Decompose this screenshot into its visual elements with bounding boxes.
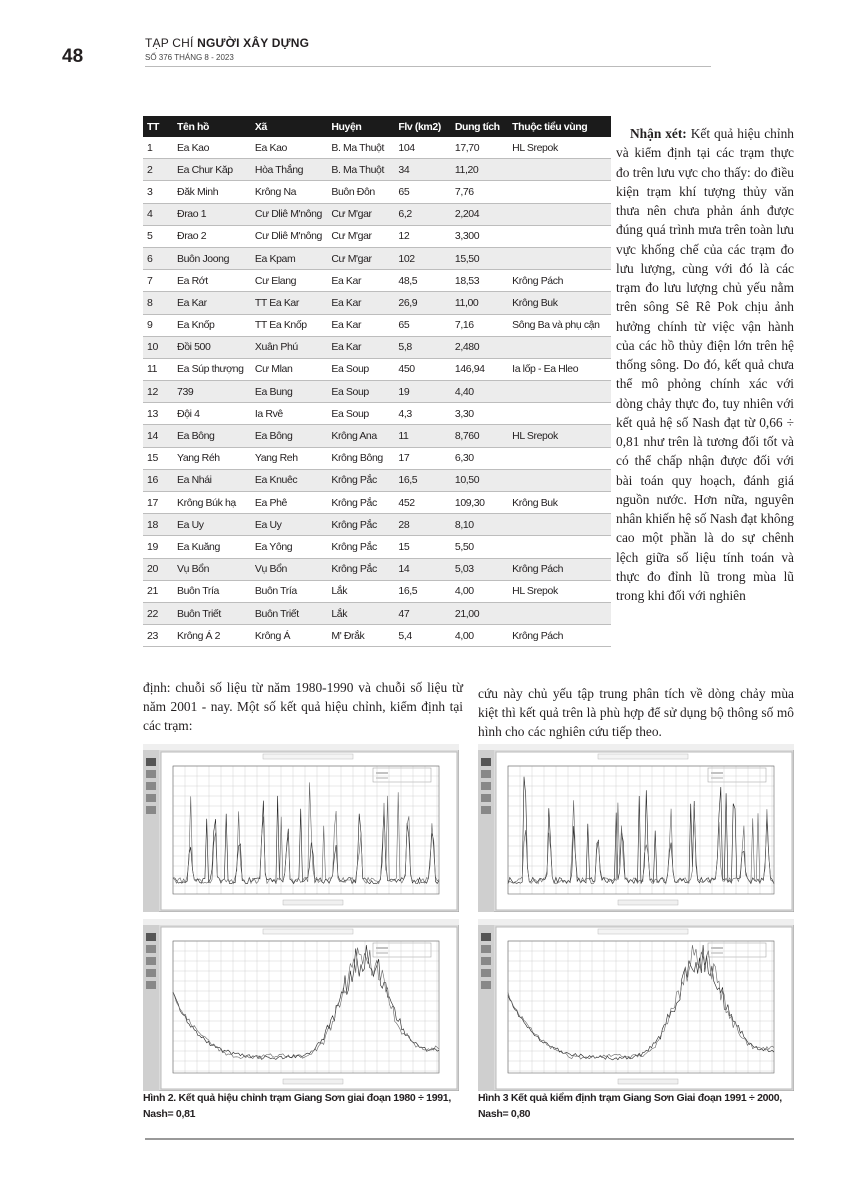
table-cell: Buôn Triết [251, 602, 327, 624]
table-cell: Cư M'gar [327, 225, 394, 247]
figure-2-bottom-screenshot [143, 919, 459, 1091]
table-cell: Cư M'gar [327, 203, 394, 225]
table-cell: 14 [394, 558, 450, 580]
table-cell: 15,50 [451, 247, 508, 269]
sidebar-tool-icon [481, 933, 491, 941]
table-cell: Ea Kar [327, 336, 394, 358]
table-cell: 4,40 [451, 381, 508, 403]
table-cell: Ea Phê [251, 492, 327, 514]
table-row [143, 270, 611, 292]
table-cell: 7,16 [451, 314, 508, 336]
table-cell: 15 [143, 447, 173, 469]
table-cell: Ea Chur Kăp [173, 159, 251, 181]
table-cell: M' Đrắk [327, 625, 394, 647]
table-cell: 739 [173, 381, 251, 403]
table-cell: Krông Buk [508, 292, 611, 314]
table-cell: Krông Pắc [327, 492, 394, 514]
table-row [143, 225, 611, 247]
table-cell: 47 [394, 602, 450, 624]
table-cell: Ea Rớt [173, 270, 251, 292]
table-cell: Krông Ana [327, 425, 394, 447]
page-number: 48 [62, 46, 84, 67]
table-cell: 28 [394, 514, 450, 536]
table-cell: HL Srepok [508, 580, 611, 602]
table-cell: 11 [394, 425, 450, 447]
table-cell [508, 203, 611, 225]
table-cell: Ea Kar [327, 270, 394, 292]
table-row [143, 247, 611, 269]
figure-3-caption: Hình 3 Kết quả kiểm định trạm Giang Sơn Giai đoạn 1991 ÷ 2000, Nash= 0,80 [478, 1092, 782, 1120]
table-cell: B. Ma Thuột [327, 137, 394, 159]
table-cell: Yang Réh [173, 447, 251, 469]
sidebar-tool-icon [146, 770, 156, 778]
sidebar-tool-icon [481, 945, 491, 953]
table-cell [508, 514, 611, 536]
table-cell: Krông Búk hạ [173, 492, 251, 514]
table-cell: Đăk Minh [173, 181, 251, 203]
table-cell: 12 [143, 381, 173, 403]
table-cell: 17 [394, 447, 450, 469]
table-cell: Ea Knuêc [251, 469, 327, 491]
legend-box [373, 943, 431, 957]
table-cell: 17 [143, 492, 173, 514]
table-cell: Ea Bông [173, 425, 251, 447]
side-paragraph [616, 124, 794, 605]
table-cell: 19 [143, 536, 173, 558]
table-cell: Krông Á 2 [173, 625, 251, 647]
sidebar-tool-icon [481, 957, 491, 965]
table-cell: TT Ea Kar [251, 292, 327, 314]
table-cell: 18,53 [451, 270, 508, 292]
table-cell: 102 [394, 247, 450, 269]
table-cell: HL Srepok [508, 137, 611, 159]
right-column-text: cứu này chủ yếu tập trung phân tích về dòng chảy mùa kiệt thì kết quả trên là phù hợp để sử dụng bộ thông số mô hình cho các nghiên cứu tiếp theo. [478, 686, 794, 739]
table-cell: 2 [143, 159, 173, 181]
table-cell: Ea Kao [173, 137, 251, 159]
table-row [143, 492, 611, 514]
sidebar-tool-icon [481, 806, 491, 814]
table-cell: Xuân Phú [251, 336, 327, 358]
table-cell: 450 [394, 358, 450, 380]
table-cell: Đồi 500 [173, 336, 251, 358]
table-cell: Ia lốp - Ea Hleo [508, 358, 611, 380]
table-cell: 5,8 [394, 336, 450, 358]
table-cell: 12 [394, 225, 450, 247]
sidebar-tool-icon [146, 806, 156, 814]
table-cell: 109,30 [451, 492, 508, 514]
table-cell: Buôn Tría [173, 580, 251, 602]
table-cell: 8 [143, 292, 173, 314]
sidebar-tool-icon [481, 758, 491, 766]
magazine-prefix: TẠP CHÍ [145, 36, 194, 50]
table-cell: HL Srepok [508, 425, 611, 447]
table-cell: Ea Kpam [251, 247, 327, 269]
sidebar-tool-icon [146, 758, 156, 766]
table-cell: 26,9 [394, 292, 450, 314]
table-cell [508, 403, 611, 425]
table-cell: 452 [394, 492, 450, 514]
table-cell: Ea Bông [251, 425, 327, 447]
sidebar-tool-icon [481, 981, 491, 989]
table-cell: 5,4 [394, 625, 450, 647]
table-cell: 21 [143, 580, 173, 602]
table-cell: 34 [394, 159, 450, 181]
legend-box [708, 943, 766, 957]
column-header: Thuộc tiểu vùng [508, 116, 611, 137]
table-cell: Krông Bông [327, 447, 394, 469]
left-column-text: định: chuỗi số liệu từ năm 1980-1990 và chuỗi số liệu từ năm 2001 - nay. Một số kết quả hiệu chỉnh, kiểm định tại các trạm: [143, 680, 463, 733]
column-header: Dung tích [451, 116, 508, 137]
sidebar-tool-icon [146, 981, 156, 989]
column-header: TT [143, 116, 173, 137]
table-cell: 8,10 [451, 514, 508, 536]
table-cell: 13 [143, 403, 173, 425]
footer-rule [145, 1138, 794, 1140]
table-cell: Yang Reh [251, 447, 327, 469]
table-row [143, 159, 611, 181]
plot-selector [598, 929, 688, 934]
figure-3-bottom-screenshot [478, 919, 794, 1091]
sidebar-tool-icon [481, 969, 491, 977]
plot-selector [598, 754, 688, 759]
table-row [143, 536, 611, 558]
table-cell: 20 [143, 558, 173, 580]
table-cell [508, 469, 611, 491]
table-cell: 16 [143, 469, 173, 491]
table-cell [508, 336, 611, 358]
table-row [143, 602, 611, 624]
table-cell: 104 [394, 137, 450, 159]
sidebar-tool-icon [146, 969, 156, 977]
table-cell: Krông Á [251, 625, 327, 647]
table-cell: 14 [143, 425, 173, 447]
table-cell: 1 [143, 137, 173, 159]
table-cell: Ea Uy [251, 514, 327, 536]
table-cell: 4,00 [451, 580, 508, 602]
sidebar-tool-icon [481, 782, 491, 790]
table-cell [508, 447, 611, 469]
table-cell: 65 [394, 314, 450, 336]
table-cell: 5,50 [451, 536, 508, 558]
table-cell: 5,03 [451, 558, 508, 580]
table-row [143, 469, 611, 491]
table-cell: Krông Pách [508, 558, 611, 580]
table-cell: 146,94 [451, 358, 508, 380]
reservoir-table [143, 116, 611, 647]
table-cell: Krông Na [251, 181, 327, 203]
magazine-name: NGƯỜI XÂY DỰNG [197, 36, 310, 50]
table-cell: Cư M'gar [327, 247, 394, 269]
table-row [143, 137, 611, 159]
table-cell: Krông Buk [508, 492, 611, 514]
table-cell: 65 [394, 181, 450, 203]
table-cell: Hòa Thắng [251, 159, 327, 181]
table-cell: 2,204 [451, 203, 508, 225]
table-cell: Krông Pách [508, 625, 611, 647]
status-field [618, 1079, 678, 1084]
legend-box [708, 768, 766, 782]
menu-bar [143, 919, 459, 925]
table-cell: 6,2 [394, 203, 450, 225]
sidebar-tool-icon [146, 933, 156, 941]
table-cell: 15 [394, 536, 450, 558]
table-cell: Buôn Joong [173, 247, 251, 269]
table-body [143, 137, 611, 647]
table-row [143, 558, 611, 580]
table-cell: 21,00 [451, 602, 508, 624]
table-cell: Krông Pắc [327, 514, 394, 536]
plot-selector [263, 929, 353, 934]
status-field [283, 900, 343, 905]
table-cell: 3 [143, 181, 173, 203]
table-header-row [143, 116, 611, 137]
table-cell: Ia Rvê [251, 403, 327, 425]
table-cell: 4,3 [394, 403, 450, 425]
table-row [143, 514, 611, 536]
table-cell: 3,300 [451, 225, 508, 247]
table-cell: Krông Pách [508, 270, 611, 292]
table-cell: Ea Yông [251, 536, 327, 558]
sidebar-tool-icon [146, 957, 156, 965]
header-divider [145, 66, 711, 67]
table-cell: Cư Dliê M'nông [251, 203, 327, 225]
table-row [143, 425, 611, 447]
table-cell: 19 [394, 381, 450, 403]
table-cell: 7 [143, 270, 173, 292]
table-cell: Cư Mlan [251, 358, 327, 380]
table-cell: 5 [143, 225, 173, 247]
magazine-title [145, 36, 309, 50]
sidebar-tool-icon [146, 945, 156, 953]
column-header: Xã [251, 116, 327, 137]
table-cell: 23 [143, 625, 173, 647]
table-cell: Đrao 1 [173, 203, 251, 225]
table-cell: 18 [143, 514, 173, 536]
table-cell: 6,30 [451, 447, 508, 469]
table-cell: Đrao 2 [173, 225, 251, 247]
table-cell: Krông Pắc [327, 469, 394, 491]
table-cell: Ea Bung [251, 381, 327, 403]
table-row [143, 292, 611, 314]
table-cell: 4,00 [451, 625, 508, 647]
table-cell: 2,480 [451, 336, 508, 358]
figure-2 [143, 744, 459, 1091]
table-cell: Ea Kao [251, 137, 327, 159]
status-field [618, 900, 678, 905]
menu-bar [478, 919, 794, 925]
table-cell: Lắk [327, 580, 394, 602]
menu-bar [478, 744, 794, 750]
column-header: Flv (km2) [394, 116, 450, 137]
table-cell: TT Ea Knốp [251, 314, 327, 336]
table-cell: 16,5 [394, 580, 450, 602]
table-cell: 10 [143, 336, 173, 358]
sidebar-tool-icon [146, 794, 156, 802]
table-row [143, 580, 611, 602]
sidebar-tool-icon [146, 782, 156, 790]
table-cell: Krông Pắc [327, 536, 394, 558]
table-cell: Ea Soup [327, 403, 394, 425]
table-cell: Buôn Triết [173, 602, 251, 624]
table-row [143, 381, 611, 403]
table-cell: Cư Dliê M'nông [251, 225, 327, 247]
table-cell: Vụ Bổn [251, 558, 327, 580]
table-cell: Buôn Tría [251, 580, 327, 602]
table-cell: Ea Soup [327, 358, 394, 380]
table-cell [508, 247, 611, 269]
table-cell: Vụ Bổn [173, 558, 251, 580]
table-cell [508, 181, 611, 203]
figure-3-top-screenshot [478, 744, 794, 912]
table-cell: 17,70 [451, 137, 508, 159]
figure-2-top-screenshot [143, 744, 459, 912]
menu-bar [143, 744, 459, 750]
table-cell: Ea Súp thượng [173, 358, 251, 380]
column-header: Huyện [327, 116, 394, 137]
table-cell: Ea Knốp [173, 314, 251, 336]
table-cell [508, 225, 611, 247]
figure-2-caption: Hình 2. Kết quả hiệu chỉnh trạm Giang Sơn giai đoạn 1980 ÷ 1991, Nash= 0,81 [143, 1092, 451, 1120]
legend-box [373, 768, 431, 782]
table-cell: Sông Ba và phụ cận [508, 314, 611, 336]
figure-3 [478, 744, 794, 1091]
table-cell: Krông Pắc [327, 558, 394, 580]
table-cell: 4 [143, 203, 173, 225]
table-row [143, 625, 611, 647]
table-cell: Đội 4 [173, 403, 251, 425]
table-row [143, 181, 611, 203]
side-body: Kết quả hiệu chỉnh và kiểm định tại các trạm thực đo trên lưu vực cho thấy: do điều kiện trạm khí tượng thủy văn thưa nên chưa phản ánh được đúng quá trình mưa trên toàn lưu vực khống chế của các trạm đo lưu lượng, cùng với đó là các trạm đo lưu lượng chủ yếu nằm trên sông Sê Rê Pok chịu ảnh hưởng chính từ việc vận hành của các hồ thủy điện lớn trên hệ thống sông. Do đó, kết quả chưa thể mô phỏng chính xác với dòng chảy thực đo, tuy nhiên với kết quả hệ số Nash đạt từ 0,66 ÷ 0,81 như trên là tương đối tốt và có thể chấp nhận được đối với bài toán quy hoạch, đánh giá nguồn nước. Hơn nữa, nguyên nhân khiến hệ số Nash đạt không cao một phần là do sự chênh lệch giữa số liệu tính toán và thực đo đỉnh lũ trong mùa lũ trong khi đối với nghiên [616, 126, 794, 603]
table-row [143, 447, 611, 469]
table-cell: 3,30 [451, 403, 508, 425]
table-cell [508, 536, 611, 558]
table-cell: Ea Kar [173, 292, 251, 314]
plot-selector [263, 754, 353, 759]
table-cell: 48,5 [394, 270, 450, 292]
table-cell: Ea Kuăng [173, 536, 251, 558]
side-lead: Nhận xét: [630, 126, 687, 141]
status-field [283, 1079, 343, 1084]
table-cell: B. Ma Thuột [327, 159, 394, 181]
table-row [143, 203, 611, 225]
table-cell: 6 [143, 247, 173, 269]
table-cell: 16,5 [394, 469, 450, 491]
table-cell: Ea Uy [173, 514, 251, 536]
table-row [143, 358, 611, 380]
table-cell: Ea Kar [327, 292, 394, 314]
table-cell: Ea Soup [327, 381, 394, 403]
table-cell: Buôn Đôn [327, 181, 394, 203]
sidebar-tool-icon [481, 770, 491, 778]
table-cell: 7,76 [451, 181, 508, 203]
table-cell [508, 381, 611, 403]
table-cell: 10,50 [451, 469, 508, 491]
table-cell: Lắk [327, 602, 394, 624]
table-cell: 11,20 [451, 159, 508, 181]
table-cell: 11,00 [451, 292, 508, 314]
table-row [143, 336, 611, 358]
table-cell: 11 [143, 358, 173, 380]
column-header: Tên hồ [173, 116, 251, 137]
table-cell: 8,760 [451, 425, 508, 447]
table-cell: 9 [143, 314, 173, 336]
table-cell [508, 602, 611, 624]
table-cell [508, 159, 611, 181]
issue-number: SỐ 376 THÁNG 8 - 2023 [145, 53, 234, 62]
table-row [143, 314, 611, 336]
table-cell: Cư Elang [251, 270, 327, 292]
table-cell: Ea Kar [327, 314, 394, 336]
sidebar-tool-icon [481, 794, 491, 802]
table-row [143, 403, 611, 425]
table-cell: 22 [143, 602, 173, 624]
table-cell: Ea Nhái [173, 469, 251, 491]
